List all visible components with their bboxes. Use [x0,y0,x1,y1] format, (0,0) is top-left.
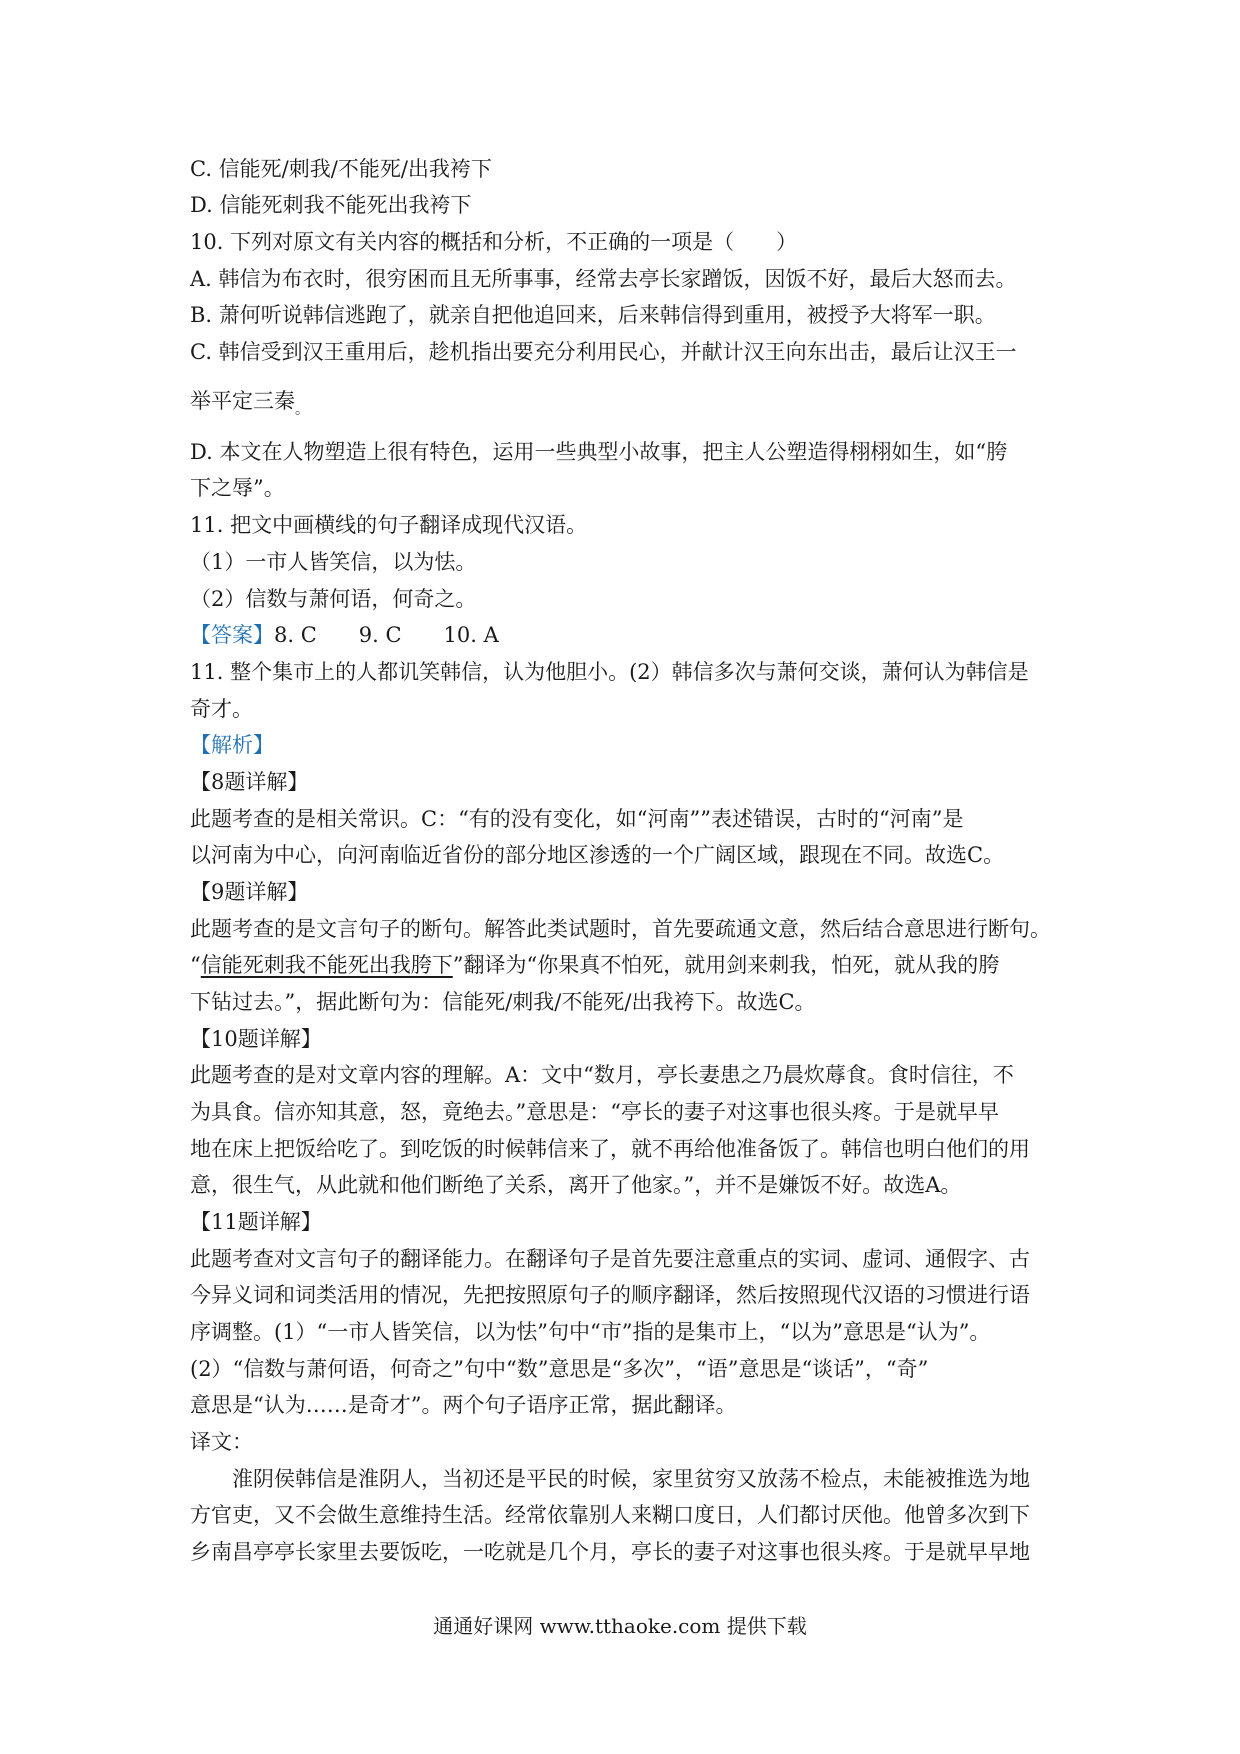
q11-analysis-heading: 【11题详解】 [190,1210,322,1234]
q9-translation-text: ”翻译为“你果真不怕死，就用剑来刺我，怕死，就从我的胯 [452,953,1000,977]
q8-analysis-heading: 【8题详解】 [190,770,309,794]
q11-analysis-line2: 今异义词和词类活用的情况，先把按照原句子的顺序翻译，然后按照现代汉语的习惯进行语 [190,1283,1030,1307]
q11-analysis-line5: 意思是“认为……是奇才”。两个句子语序正常，据此翻译。 [190,1393,737,1417]
translation-line1: 淮阴侯韩信是淮阴人，当初还是平民的时候，家里贫穷又放荡不检点，未能被推选为地 [232,1467,1030,1491]
translation-label: 译文： [190,1430,253,1454]
q11-analysis-line1: 此题考查对文言句子的翻译能力。在翻译句子是首先要注意重点的实词、虚词、通假字、古 [190,1247,1030,1271]
answer-text: 8. C 9. C 10. A [274,623,499,647]
q11-analysis-line4: (2）“信数与萧何语，何奇之”句中“数”意思是“多次”，“语”意思是“谈话”，“奇” [190,1357,929,1381]
q9-option-c: C. 信能死/刺我/不能死/出我袴下 [190,157,492,181]
q11-stem: 11. 把文中画横线的句子翻译成现代汉语。 [190,513,588,537]
answer-label: 【答案】 [190,623,274,647]
q10-analysis-heading: 【10题详解】 [190,1027,322,1051]
analysis-label: 【解析】 [190,733,274,757]
q8-analysis-line2: 以河南为中心，向河南临近省份的部分地区渗透的一个广阔区域，跟现在不同。故选C。 [190,843,1005,867]
q10-option-a: A. 韩信为布衣时，很穷困而且无所事事，经常去亭长家蹭饭，因饭不好，最后大怒而去。 [190,267,1017,291]
translation-line3: 乡南昌亭亭长家里去要饭吃，一吃就是几个月，亭长的妻子对这事也很头疼。于是就早早地 [190,1540,1030,1564]
q10-stem: 10. 下列对原文有关内容的概括和分析，不正确的一项是（ ） [190,230,798,254]
q9-quote-open: “ [190,953,201,977]
q9-underlined-sentence: 信能死刺我不能死出我胯下 [200,953,453,977]
q8-analysis-line1: 此题考查的是相关常识。C：“有的没有变化，如“河南””表述错误，古时的“河南”是 [190,807,964,831]
answer-q11-line2: 奇才。 [190,697,253,721]
translation-line2: 方官吏，又不会做生意维持生活。经常依靠别人来糊口度日，人们都讨厌他。他曾多次到下 [190,1503,1030,1527]
q10-option-d-line1: D. 本文在人物塑造上很有特色，运用一些典型小故事，把主人公塑造得栩栩如生，如“胯 [190,440,1008,464]
q11-sentence-2: （2）信数与萧何语，何奇之。 [190,587,477,611]
q9-analysis-line1: 此题考查的是文言句子的断句。解答此类试题时，首先要疏通文意，然后结合意思进行断句。 [190,917,1051,941]
q10-analysis-line1: 此题考查的是对文章内容的理解。A：文中“数月，亭长妻患之乃晨炊蓐食。食时信往，不 [190,1063,1014,1087]
q10-analysis-line3: 地在床上把饭给吃了。到吃饭的时候韩信来了，就不再给他准备饭了。韩信也明白他们的用 [190,1137,1030,1161]
q10-option-c-period: 。 [295,402,309,418]
q10-option-c-line2 [190,386,1060,425]
page-footer: 通通好课网 www.tthaoke.com 提供下载 [433,1614,807,1638]
q9-analysis-line2 [190,950,1060,980]
q9-analysis-line3: 下钻过去。”，据此断句为：信能死/刺我/不能死/出我袴下。故选C。 [190,990,816,1014]
q10-analysis-line4: 意，很生气，从此就和他们断绝了关系，离开了他家。”，并不是嫌饭不好。故选A。 [190,1173,962,1197]
answer-line [190,620,1060,650]
q9-analysis-heading: 【9题详解】 [190,880,309,904]
q10-analysis-line2: 为具食。信亦知其意，怒，竟绝去。”意思是：“亭长的妻子对这事也很头疼。于是就早早 [190,1100,999,1124]
q11-analysis-line3: 序调整。(1）“一市人皆笑信，以为怯”句中“市”指的是集市上，“以为”意思是“认为”。 [190,1320,991,1344]
answer-q11-line1: 11. 整个集市上的人都讥笑韩信，认为他胆小。(2）韩信多次与萧何交谈，萧何认为韩信是 [190,660,1029,684]
q10-option-c-line2-text: 举平定三秦 [190,389,295,413]
q9-option-d: D. 信能死刺我不能死出我袴下 [190,193,472,217]
q10-option-d-line2: 下之辱”。 [190,476,285,500]
q10-option-b: B. 萧何听说韩信逃跑了，就亲自把他追回来，后来韩信得到重用，被授予大将军一职。 [190,303,996,327]
q11-sentence-1: （1）一市人皆笑信，以为怯。 [190,550,477,574]
q10-option-c-line1: C. 韩信受到汉王重用后，趁机指出要充分利用民心，并献计汉王向东出击，最后让汉王一 [190,340,1017,364]
